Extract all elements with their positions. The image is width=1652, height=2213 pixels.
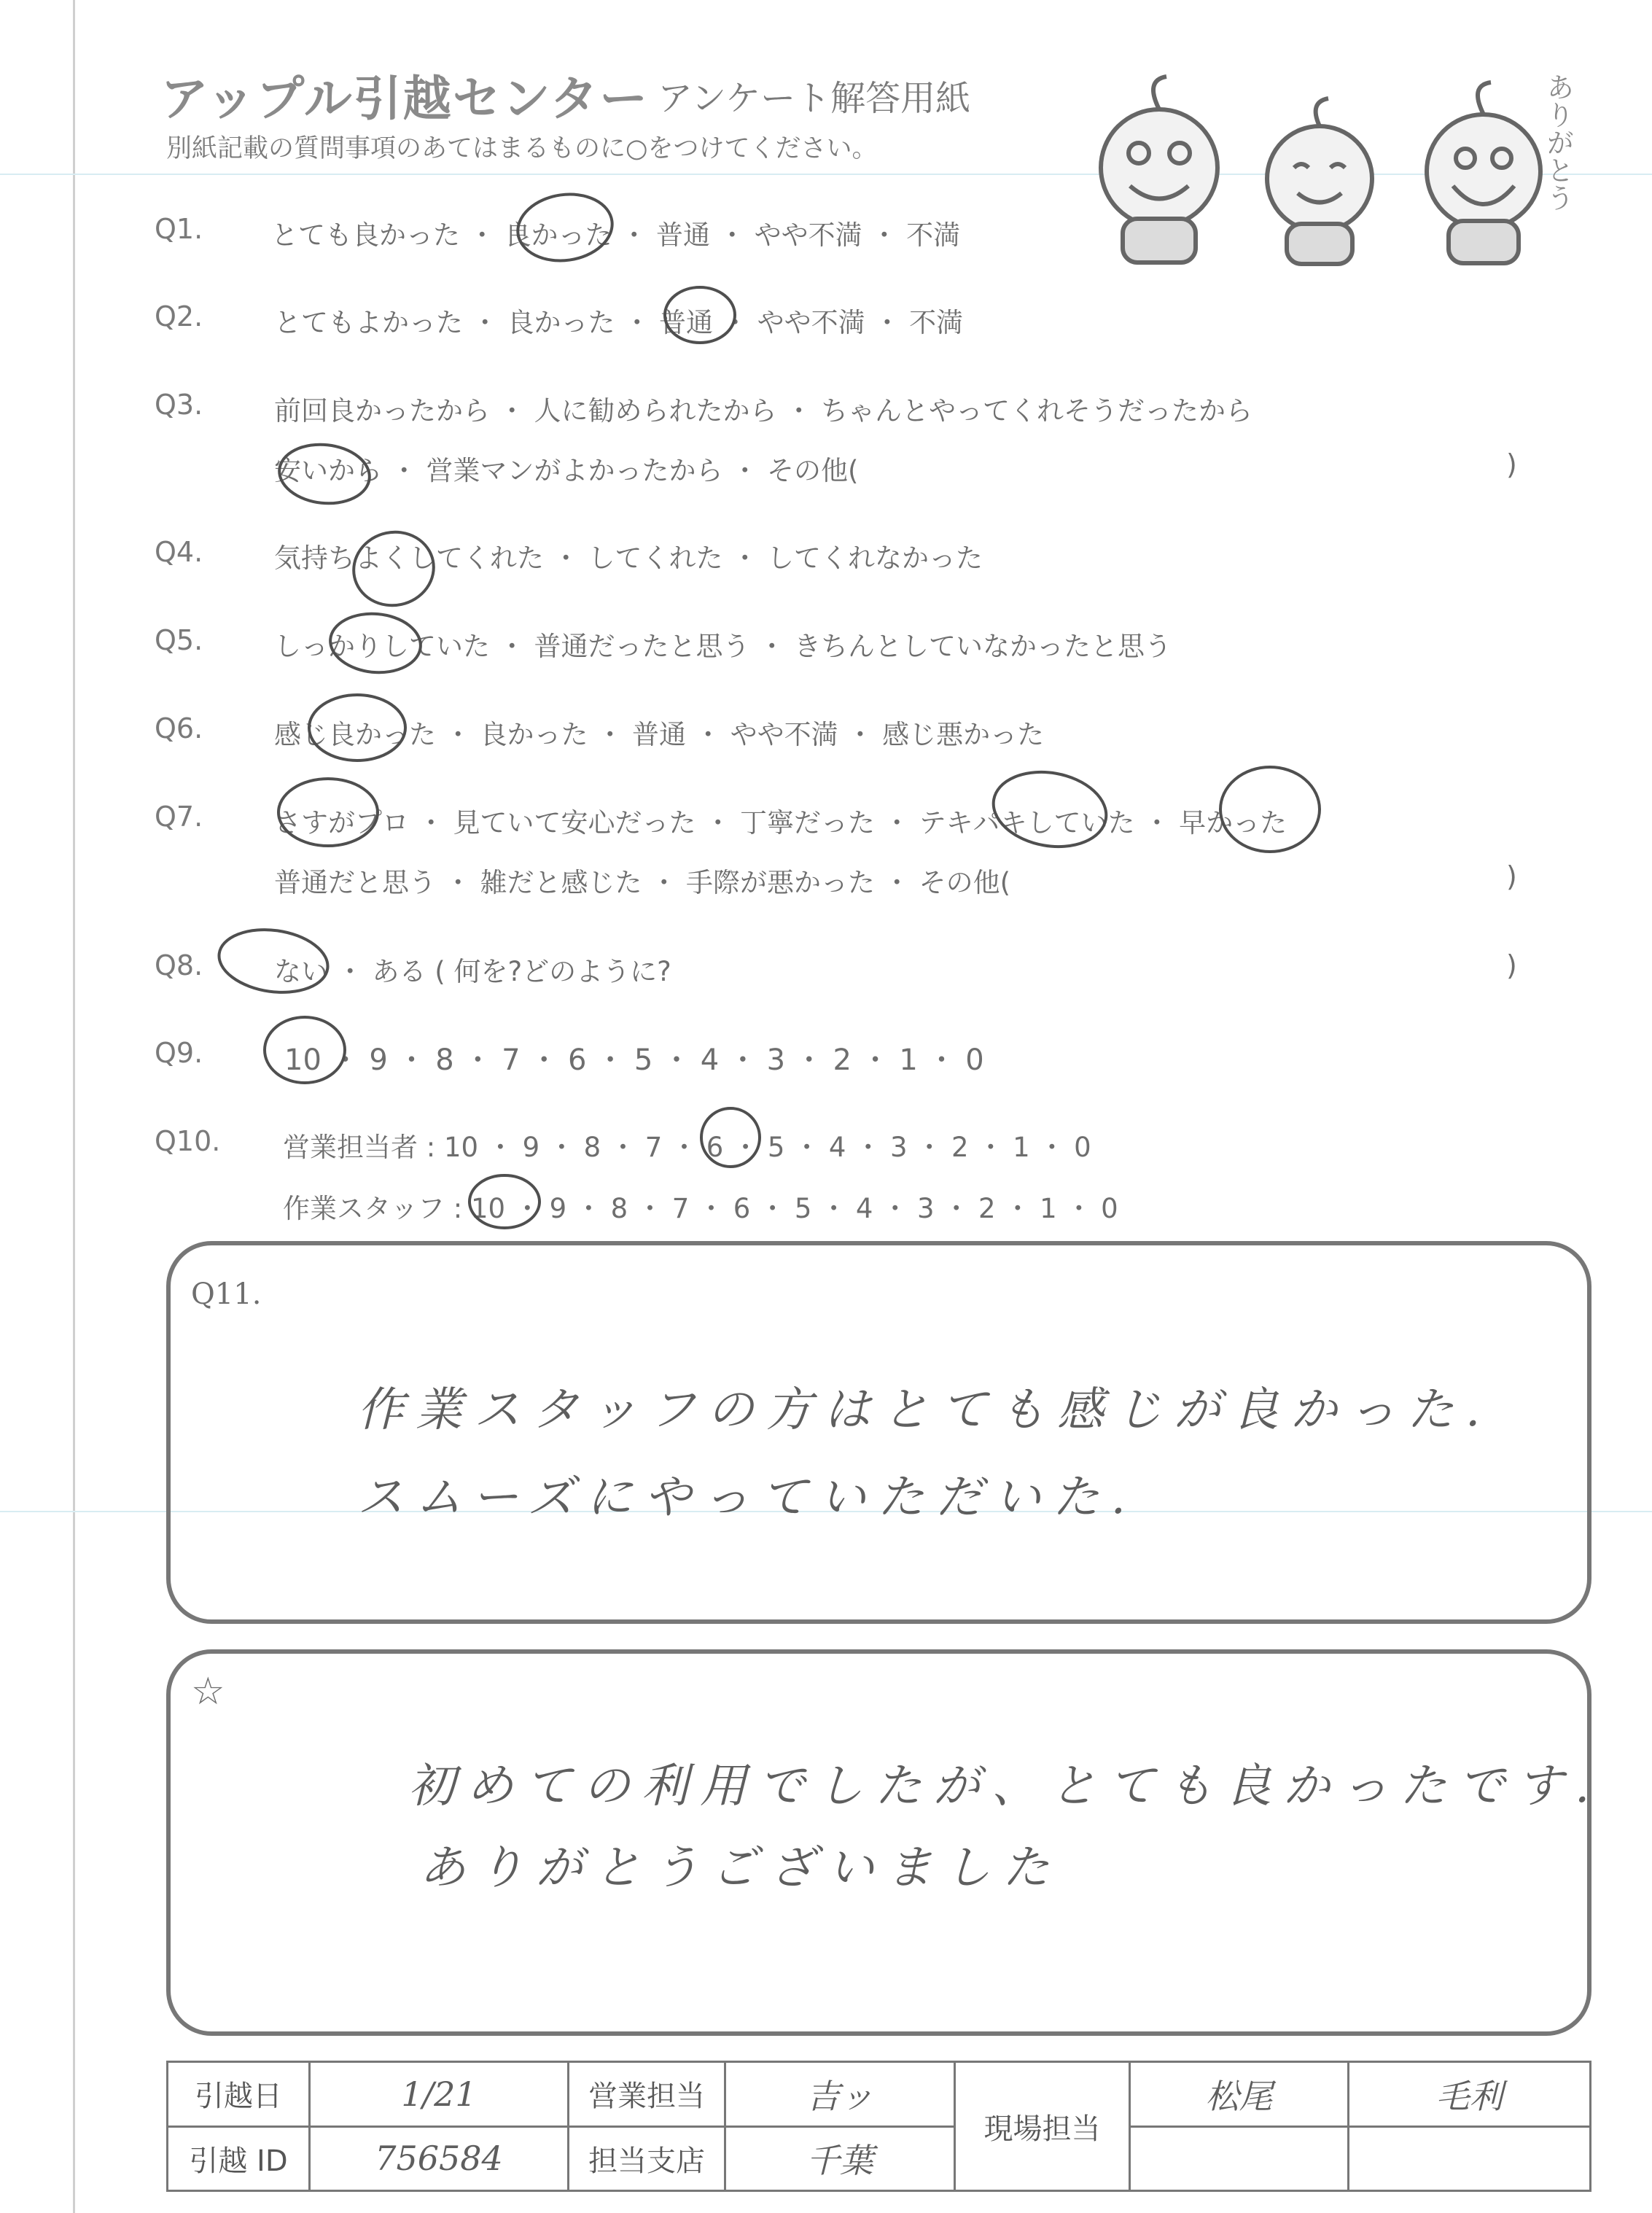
question-number: Q9. <box>155 1037 203 1069</box>
question-options: 作業スタッフ : 10 ・ 9 ・ 8 ・ 7 ・ 6 ・ 5 ・ 4 ・ 3 ・ 2 ・ 1 ・ 0 <box>283 1193 1118 1224</box>
question-number: Q6. <box>155 712 203 744</box>
question-number: Q10. <box>155 1125 221 1157</box>
question-options: ない ・ ある ( 何を?どのように? <box>274 956 671 987</box>
monkey-mascot <box>1427 82 1540 263</box>
q11-answer-line: 作業スタッフの方はとても感じが良かった. <box>357 1383 1492 1437</box>
question-number: Q8. <box>155 949 203 981</box>
question-options: 前回良かったから ・ 人に勧められたから ・ ちゃんとやってくれそうだったから <box>274 395 1253 427</box>
brand-title: アップル引越センター <box>160 71 650 127</box>
question-number: Q1. <box>155 213 203 245</box>
footer-info-table <box>166 2061 1591 2192</box>
question-options: 普通だと思う ・ 雑だと感じた ・ 手際が悪かった ・ その他( <box>274 867 1011 898</box>
question-options: とてもよかった ・ 良かった ・ 普通 ・ やや不満 ・ 不満 <box>274 307 964 338</box>
branch-label: 担当支店 <box>569 2126 725 2191</box>
instructions: 別紙記載の質問事項のあてはまるものに○をつけてください。 <box>166 134 878 163</box>
form-subtitle: アンケート解答用紙 <box>658 78 971 119</box>
site-rep-1-value: 松尾 <box>1130 2062 1349 2127</box>
monkey-mascots-illustration <box>1079 58 1589 270</box>
site-rep-blank-cell <box>1349 2126 1591 2191</box>
sales-rep-value: 吉ッ <box>725 2062 955 2127</box>
move-id-value: 756584 <box>310 2126 569 2191</box>
site-rep-label: 現場担当 <box>955 2062 1130 2191</box>
move-date-label: 引越日 <box>168 2062 310 2127</box>
question-number: Q4. <box>155 536 203 568</box>
left-margin-line <box>73 0 75 2213</box>
monkey-mascot <box>1267 98 1372 264</box>
question-options: とても良かった ・ 良かった ・ 普通 ・ やや不満 ・ 不満 <box>271 219 961 251</box>
monkey-mascot <box>1101 77 1217 262</box>
star-icon: ☆ <box>191 1670 225 1714</box>
question-options: しっかりしていた ・ 普通だったと思う ・ きちんとしていなかったと思う <box>274 631 1172 662</box>
sales-rep-label: 営業担当 <box>569 2062 725 2127</box>
free-comment-line: 初めての利用でしたが、とても良かったです. <box>408 1759 1602 1813</box>
question-options: 気持ちよくしてくれた ・ してくれた ・ してくれなかった <box>274 542 983 574</box>
closing-paren: ) <box>1506 448 1517 481</box>
question-options: 10 ・ 9 ・ 8 ・ 7 ・ 6 ・ 5 ・ 4 ・ 3 ・ 2 ・ 1 ・ 0 <box>284 1043 984 1077</box>
thank-you-text: ありがとう <box>1542 73 1574 211</box>
site-rep-2-value: 毛利 <box>1349 2062 1591 2127</box>
question-number: Q5. <box>155 624 203 656</box>
question-options: 営業担当者 : 10 ・ 9 ・ 8 ・ 7 ・ 6 ・ 5 ・ 4 ・ 3 ・ 2 ・ 1 ・ 0 <box>283 1132 1091 1163</box>
q11-answer-line: スムーズにやっていただいた. <box>357 1471 1137 1525</box>
move-date-value: 1/21 <box>310 2062 569 2127</box>
question-number: Q2. <box>155 300 203 332</box>
question-number: Q7. <box>155 801 203 833</box>
question-options: 感じ良かった ・ 良かった ・ 普通 ・ やや不満 ・ 感じ悪かった <box>274 719 1045 750</box>
question-number: Q3. <box>155 389 203 421</box>
move-id-label: 引越 ID <box>168 2126 310 2191</box>
free-comment-line: ありがとうございました <box>419 1841 1061 1895</box>
site-rep-blank-cell <box>1130 2126 1349 2191</box>
q11-label: Q11. <box>191 1277 262 1311</box>
question-options: 安いから ・ 営業マンがよかったから ・ その他( <box>274 455 859 486</box>
closing-paren: ) <box>1506 949 1517 981</box>
question-options: さすがプロ ・ 見ていて安心だった ・ 丁寧だった ・ テキパキしていた ・ 早かった <box>274 807 1287 839</box>
closing-paren: ) <box>1506 860 1517 892</box>
branch-value: 千葉 <box>725 2126 955 2191</box>
